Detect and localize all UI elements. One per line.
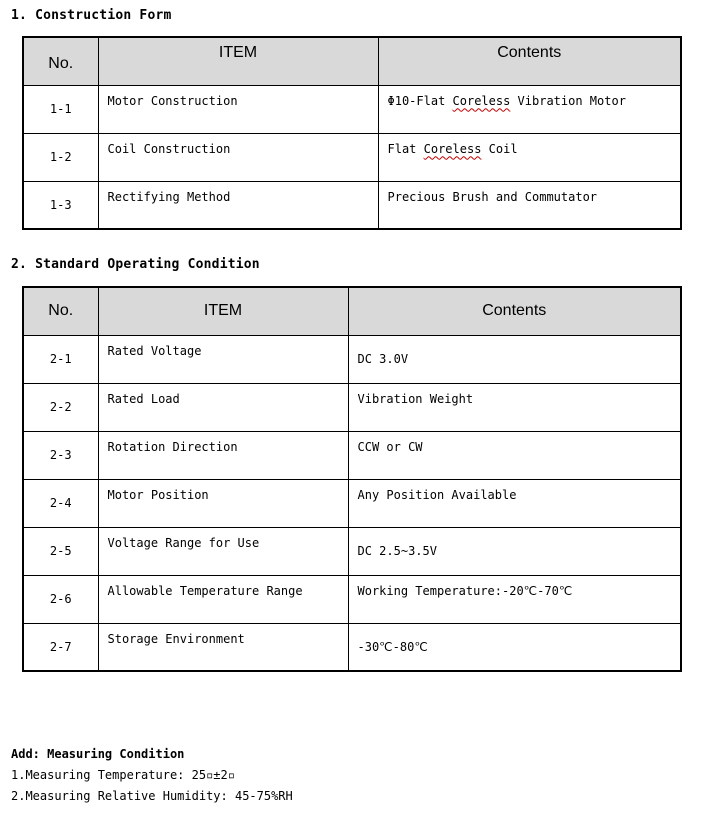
row-contents: DC 2.5~3.5V	[348, 527, 681, 575]
row-item: Coil Construction	[98, 133, 378, 181]
measuring-humidity-note: 2.Measuring Relative Humidity: 45-75%RH	[11, 789, 293, 803]
table-row	[23, 383, 681, 431]
row-no: 1-3	[23, 181, 98, 229]
row-contents: DC 3.0V	[348, 335, 681, 383]
table-row	[23, 527, 681, 575]
row-no: 1-1	[23, 85, 98, 133]
row-contents: Any Position Available	[348, 479, 681, 527]
table-row	[23, 181, 681, 229]
measuring-condition-heading: Add: Measuring Condition	[11, 747, 185, 761]
row-item: Rectifying Method	[98, 181, 378, 229]
section-2-heading: 2. Standard Operating Condition	[11, 257, 260, 272]
row-no: 2-2	[23, 383, 98, 431]
row-no: 2-1	[23, 335, 98, 383]
contents-text: Coil	[481, 141, 518, 156]
table-header-row	[23, 37, 681, 85]
row-item: Rated Load	[98, 383, 348, 431]
row-item: Storage Environment	[98, 623, 348, 671]
header-no: No.	[23, 37, 98, 85]
row-item: Rated Voltage	[98, 335, 348, 383]
contents-text: Vibration Motor	[510, 93, 626, 108]
row-contents	[378, 85, 681, 133]
row-contents	[378, 133, 681, 181]
row-no: 2-5	[23, 527, 98, 575]
row-contents: Vibration Weight	[348, 383, 681, 431]
contents-text: Flat	[387, 141, 424, 156]
table-row	[23, 133, 681, 181]
table-row	[23, 85, 681, 133]
row-item: Motor Construction	[98, 85, 378, 133]
row-contents: Precious Brush and Commutator	[378, 181, 681, 229]
table-header-row	[23, 287, 681, 335]
section-1-heading: 1. Construction Form	[11, 8, 172, 23]
header-contents: Contents	[348, 287, 681, 335]
row-contents: -30℃-80℃	[348, 623, 681, 671]
construction-form-table	[22, 36, 682, 230]
spellcheck-flagged-word: Coreless	[452, 93, 511, 108]
header-item: ITEM	[98, 37, 378, 85]
table-row	[23, 479, 681, 527]
table-row	[23, 335, 681, 383]
row-no: 2-6	[23, 575, 98, 623]
row-no: 1-2	[23, 133, 98, 181]
table-row	[23, 623, 681, 671]
row-no: 2-3	[23, 431, 98, 479]
row-no: 2-4	[23, 479, 98, 527]
operating-condition-table	[22, 286, 682, 672]
table-row	[23, 431, 681, 479]
row-item: Voltage Range for Use	[98, 527, 348, 575]
row-contents: Working Temperature:-20℃-70℃	[348, 575, 681, 623]
measuring-temperature-note: 1.Measuring Temperature: 25▫±2▫	[11, 768, 235, 782]
spellcheck-flagged-word: Coreless	[423, 141, 482, 156]
contents-text: Φ10-Flat	[387, 93, 453, 108]
header-item: ITEM	[98, 287, 348, 335]
table-row	[23, 575, 681, 623]
header-no: No.	[23, 287, 98, 335]
header-contents: Contents	[378, 37, 681, 85]
row-item: Allowable Temperature Range	[98, 575, 348, 623]
row-no: 2-7	[23, 623, 98, 671]
row-item: Motor Position	[98, 479, 348, 527]
row-contents: CCW or CW	[348, 431, 681, 479]
row-item: Rotation Direction	[98, 431, 348, 479]
